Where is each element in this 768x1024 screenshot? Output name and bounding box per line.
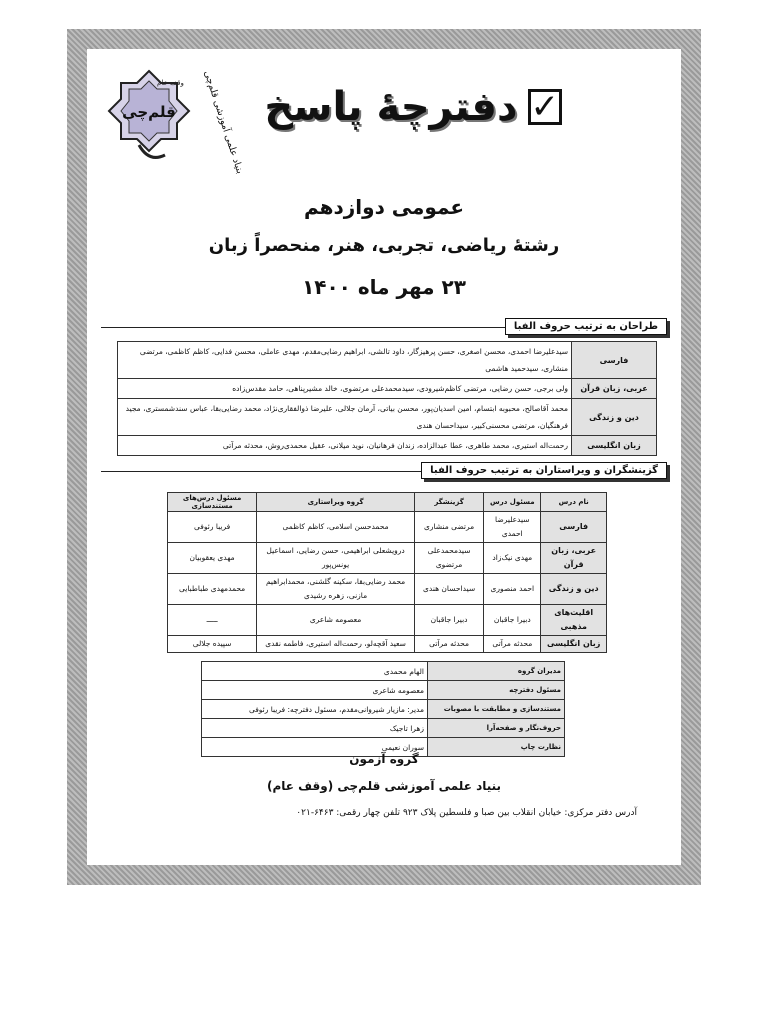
column-header: گروه ویراستاری [257, 493, 415, 512]
editors-cell: سعید آقچه‌لو، رحمت‌اله استیری، فاطمه نقدی [257, 636, 415, 653]
owner-cell: محدثه مرآتی [484, 636, 541, 653]
table-row [202, 662, 565, 681]
doc-owner-cell: ـــــ [168, 605, 257, 636]
logo-emblem-text: قلم‌چی [122, 103, 176, 121]
column-header: نام درس [541, 493, 607, 512]
logo-caption: بنیاد علمی آموزشی قلم‌چی [201, 69, 246, 176]
selector-cell: مرتضی منشاری [414, 512, 483, 543]
names-cell: محمد آقاصالح، محبوبه ابتسام، امین اسدیان‌پور، محسن بیاتی، آرمان جلالی، علیرضا ذوالفقاری‌نژاد، محمد رضایی‌بقا، عباس سندشمستری، مجید فرهنگیان، مرتضی محسنی‌کبیر، سیداحسان هندی [118, 399, 572, 436]
table-row [202, 719, 565, 738]
table-row [168, 605, 607, 636]
doc-owner-cell: فریبا رئوفی [168, 512, 257, 543]
exam-date: ۲۳ مهر ماه ۱۴۰۰ [302, 275, 466, 299]
editors-cell: درویشعلی ابراهیمی، حسن رضایی، اسماعیل یونس‌پور [257, 543, 415, 574]
selectors-table [167, 492, 607, 653]
table-row [118, 379, 657, 399]
staff-label: حروف‌نگار و صفحه‌آرا [428, 719, 565, 738]
editors-cell: معصومه شاعری [257, 605, 415, 636]
owner-cell: دبیرا جاقبان [484, 605, 541, 636]
designers-table [117, 341, 657, 456]
exam-group: گروه آزمون [349, 752, 419, 766]
table-row [168, 574, 607, 605]
document-page [87, 49, 681, 865]
owner-cell: مهدی نیک‌زاد [484, 543, 541, 574]
staff-value: زهرا تاجیک [202, 719, 428, 738]
address-line: آدرس دفتر مرکزی: خیابان انقلاب بین صبا و فلسطین پلاک ۹۲۳ تلفن چهار رقمی: ۶۴۶۳-۰۲۱ [296, 808, 637, 818]
foundation-name: بنیاد علمی آموزشی قلم‌چی (وقف عام) [266, 779, 502, 793]
table-header-row [168, 493, 607, 512]
editors-cell: محمدحسن اسلامی، کاظم کاظمی [257, 512, 415, 543]
staff-value: الهام محمدی [202, 662, 428, 681]
doc-owner-cell: محمدمهدی طباطبایی [168, 574, 257, 605]
foundation-logo [109, 67, 246, 176]
selectors-heading: گزینشگران و ویراستاران به ترتیب حروف الفبا [421, 462, 667, 479]
designers-heading: طراحان به ترتیب حروف الفبا [505, 318, 667, 335]
subject-cell: فارسی [572, 342, 657, 379]
staff-label: مدیران گروه [428, 662, 565, 681]
subject-cell: زبان انگلیسی [541, 636, 607, 653]
subject-cell: اقلیت‌های مذهبی [541, 605, 607, 636]
checkbox-icon [528, 89, 563, 125]
staff-label: مسئول دفترچه [428, 681, 565, 700]
selector-cell: سیداحسان هندی [414, 574, 483, 605]
table-row [202, 681, 565, 700]
document-title-block [264, 77, 562, 137]
table-row [168, 543, 607, 574]
owner-cell: احمد منصوری [484, 574, 541, 605]
staff-label: نظارت چاپ [428, 738, 565, 757]
names-cell: ولی برجی، حسن رضایی، مرتضی کاظم‌شیرودی، سیدمحمدعلی مرتضوی، خالد مشیرپناهی، حامد مقدس‌زاده [118, 379, 572, 399]
divider [101, 327, 541, 328]
table-row [118, 436, 657, 456]
exam-fields: رشتهٔ ریاضی، تجربی، هنر، منحصراً زبان [208, 235, 560, 256]
staff-value: مدیر: مازیار شیروانی‌مقدم، مسئول دفترچه: فریبا رئوفی [202, 700, 428, 719]
selector-cell: محدثه مرآتی [414, 636, 483, 653]
table-row [202, 700, 565, 719]
staff-value: سوران نعیمی [202, 738, 428, 757]
staff-label: مستندسازی و مطابقت با مصوبات [428, 700, 565, 719]
subject-cell: زبان انگلیسی [572, 436, 657, 456]
subject-cell: دین و زندگی [572, 399, 657, 436]
selector-cell: دبیرا جاقبان [414, 605, 483, 636]
doc-owner-cell: مهدی یعقوبیان [168, 543, 257, 574]
staff-value: معصومه شاعری [202, 681, 428, 700]
column-header: مسئول درس‌های مستندسازی [168, 493, 257, 512]
subject-cell: عربی، زبان قرآن [541, 543, 607, 574]
subject-cell: فارسی [541, 512, 607, 543]
staff-table [201, 661, 565, 757]
column-header: مسئول درس [484, 493, 541, 512]
logo-sub-text: وقف عام [157, 79, 184, 87]
exam-level: عمومی دوازدهم [303, 195, 465, 219]
table-row [168, 636, 607, 653]
divider [101, 471, 461, 472]
page-title: دفترچهٔ پاسخ [264, 84, 518, 130]
table-row [118, 399, 657, 436]
check-icon: ✓ [530, 87, 559, 127]
table-row [118, 342, 657, 379]
subject-cell: دین و زندگی [541, 574, 607, 605]
doc-owner-cell: سپیده جلالی [168, 636, 257, 653]
column-header: گزینشگر [414, 493, 483, 512]
editors-cell: محمد رضایی‌بقا، سکینه گلشنی، محمدابراهیم مازنی، زهره رشیدی [257, 574, 415, 605]
names-cell: رحمت‌اله استیری، محمد طاهری، عطا عبدالزاده، زندان فرهانیان، نوید میلانی، عقیل محمدی‌روش، محدثه مرآتی [118, 436, 572, 456]
subject-cell: عربی، زبان قرآن [572, 379, 657, 399]
selector-cell: سیدمحمدعلی مرتضوی [414, 543, 483, 574]
table-row [168, 512, 607, 543]
owner-cell: سیدعلیرضا احمدی [484, 512, 541, 543]
names-cell: سیدعلیرضا احمدی، محسن اصغری، حسن پرهیزگار، داود تالشی، ابراهیم رضایی‌مقدم، مهدی عاملی، محسن فدایی، کاظم کاظمی، مرتضی منشاری، سیدحمید هاشمی [118, 342, 572, 379]
